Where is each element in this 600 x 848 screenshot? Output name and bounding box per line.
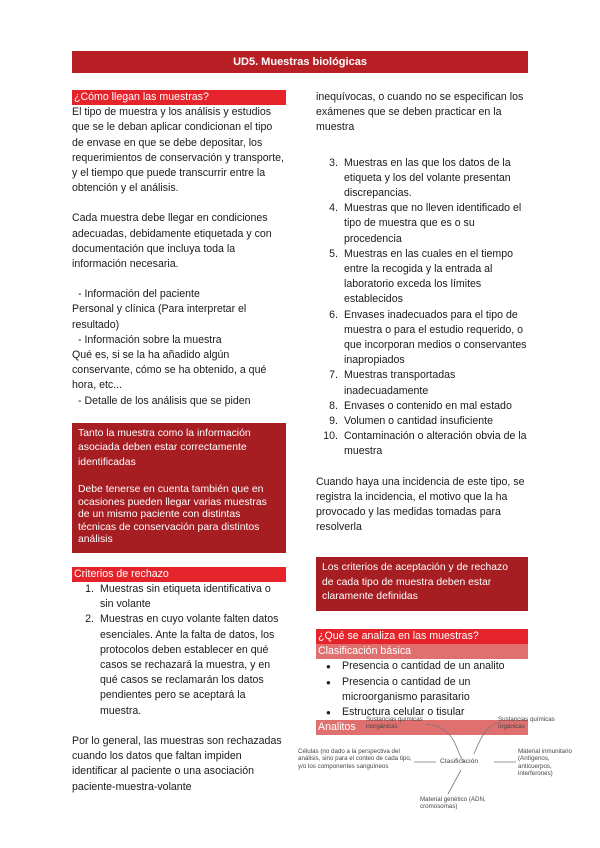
paragraph-por-lo-general: Por lo general, las muestras son rechazadas cuando los datos que faltan impiden identificar al paciente o una asociación paciente-muestra-volante <box>72 734 282 793</box>
list-item <box>316 429 528 459</box>
diagram-node-cells: Células (no dado a la perspectiva del análisis, sino para el conteo de cada tipo, y/o los componentes sanguíneos <box>298 748 412 770</box>
list-text: Contaminación o alteración obvia de la muestra <box>344 430 527 458</box>
list-item <box>316 156 528 202</box>
list-number: 4. <box>329 202 338 215</box>
list-number: 3. <box>329 156 338 169</box>
bullet-icon: ● <box>326 677 331 687</box>
list-text: Muestras en cuyo volante falten datos esenciales. Ante la falta de datos, los protocolos deben establecer en qué casos se rechazará la muestra, y en qué casos se reclamarán los datos pendientes pero se aceptará la muestra. <box>100 613 279 717</box>
paragraph-incidencia: Cuando haya una incidencia de este tipo, se registra la incidencia, el motivo que la ha provocado y las medidas tomadas para resolverla <box>316 475 525 534</box>
list-text: Presencia o cantidad de un microorganismo parasitario <box>342 675 471 703</box>
info-list <box>72 287 286 409</box>
connector-genetic <box>448 770 461 794</box>
left-column <box>72 90 286 810</box>
paragraph-condiciones: Cada muestra debe llegar en condiciones adecuadas, debidamente etiquetada y con documentación que incluya toda la información necesaria. <box>72 212 272 271</box>
list-item <box>316 247 528 308</box>
list-item <box>316 201 528 247</box>
list-number: 8. <box>329 399 338 412</box>
list-item <box>316 308 528 369</box>
list-text: Envases inadecuados para el tipo de muestra o para el estudio requerido, o que incorporan medios o conservantes inapropiados <box>344 308 527 367</box>
diagram-node-genetic: Material genético (ADN, cromosomas) <box>420 796 486 811</box>
list-text: Presencia o cantidad de un analito <box>342 660 505 673</box>
heading-clasificacion-basica: Clasificación básica <box>316 644 528 659</box>
list-number: 1. <box>85 583 94 596</box>
list-text: Muestras en las cuales en el tiempo entre la recogida y la entrada al laboratorio exceda los límites establecidos <box>344 247 513 306</box>
list-text: Muestras en las que los datos de la etiqueta y los del volante presentan discrepancias. <box>344 156 511 200</box>
list-text: Estructura celular o tisular <box>342 706 465 718</box>
diagram-node-immune: Material inmunitario (Antígenos, anticuerpos, interferones) <box>518 748 572 778</box>
list-number: 10. <box>323 430 338 443</box>
list-text: Volumen o cantidad insuficiente <box>344 415 494 428</box>
list-item <box>316 399 528 414</box>
diagram-node-inorganic: Sustancias químicas inorgánicas <box>366 716 423 731</box>
info-item: Personal y clínica (Para interpretar el resultado) <box>72 303 247 331</box>
list-item <box>316 675 528 705</box>
info-item: Qué es, si se la ha añadido algún conservante, cómo se ha obtenido, a qué hora, etc... <box>72 349 267 392</box>
heading-criterios-rechazo: Criterios de rechazo <box>72 567 286 582</box>
rejection-list-continued <box>316 156 528 460</box>
list-text: Muestras sin etiqueta identificativa o sin volante <box>100 583 271 611</box>
info-item: - Información sobre la muestra <box>78 333 222 346</box>
page-title: UD5. Muestras biológicas <box>72 51 528 73</box>
note-box-identification <box>72 423 286 553</box>
list-item <box>316 414 528 429</box>
list-text: Muestras transportadas inadecuadamente <box>344 369 456 397</box>
list-number: 7. <box>329 369 338 382</box>
paragraph-continuation: inequívocas, o cuando no se especifican los exámenes que se deben practicar en la muestra <box>316 91 524 134</box>
heading-como-llegan: ¿Cómo llegan las muestras? <box>72 90 286 105</box>
list-number: 5. <box>329 247 338 260</box>
list-item <box>316 368 528 398</box>
note-box-criterios: Los criterios de aceptación y de rechazo de cada tipo de muestra deben estar claramente definidas <box>316 557 528 611</box>
note-box-text: Debe tenerse en cuenta también que en ocasiones pueden llegar varias muestras de un mismo paciente con distintas técnicas de conservación para distintos análisis <box>78 484 267 546</box>
info-item: - Detalle de los análisis que se piden <box>78 394 251 407</box>
list-item <box>72 612 286 718</box>
list-text: Muestras que no lleven identificado el tipo de muestra que es o su procedencia <box>344 202 522 245</box>
heading-analitos: Analitos <box>316 720 528 735</box>
list-text: Envases o contenido en mal estado <box>344 399 512 412</box>
info-item: - Información del paciente <box>78 288 200 301</box>
list-number: 2. <box>85 613 94 626</box>
classification-diagram <box>296 710 586 822</box>
note-box-text: Tanto la muestra como la información asociada deben estar correctamente identificadas <box>78 427 251 468</box>
bullet-icon: ● <box>326 662 331 672</box>
bullet-icon: ● <box>326 708 331 717</box>
list-item <box>72 582 286 612</box>
heading-que-se-analiza: ¿Qué se analiza en las muestras? <box>316 629 528 644</box>
rejection-list <box>72 582 286 719</box>
right-column <box>316 90 528 735</box>
list-item <box>316 659 528 674</box>
diagram-node-organic: Sustancias químicas orgánicas <box>498 716 555 731</box>
list-number: 6. <box>329 308 338 321</box>
list-number: 9. <box>329 415 338 428</box>
diagram-node-center: Clasificación <box>440 758 479 765</box>
paragraph-tipo-muestra: El tipo de muestra y los análisis y estudios que se le deban aplicar condicionan el tipo de envase en que se debe depositar, los requerimientos de conservación y transporte, y el tiempo que puede transcurrir entre la obtención y el análisis. <box>72 106 284 195</box>
